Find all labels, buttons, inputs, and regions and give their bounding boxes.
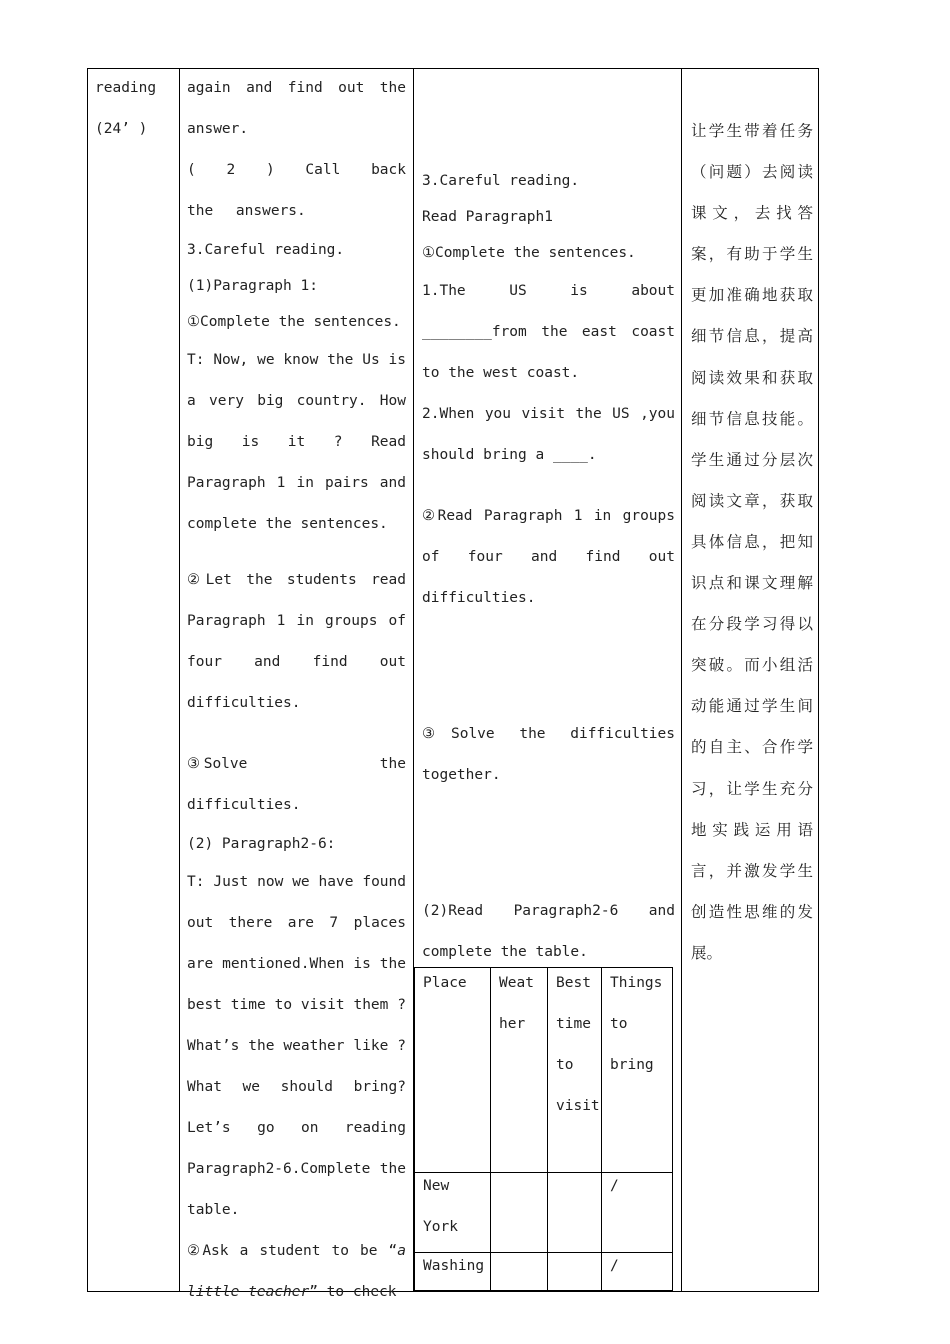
table-cell: New York [423,1178,458,1235]
activity-text: ③Solve the difficulties together. [422,726,675,783]
activity-text: ②Read Paragraph 1 in groups of four and find out difficulties. [422,508,675,606]
table-header: Things to bring [610,975,663,1073]
student-activity-column [422,68,675,973]
activity-text: 1.The US is about ________from the east coast to the west coast. [422,283,675,381]
activity-text: ③Solve the difficulties. [187,756,406,813]
table-cell: Washing [423,1258,485,1274]
activity-text: Read Paragraph1 [422,209,553,225]
table-cell: / [610,1178,619,1194]
table-cell: / [610,1258,619,1274]
column-divider [681,68,682,1292]
step-column [95,68,179,150]
activity-text: 3.Careful reading. [187,242,345,258]
design-intent-column [691,68,813,974]
weather-table [414,967,673,1291]
activity-text: T: Now, we know the Us is a very big country. How big is it ? Read Paragraph 1 in pairs and complete the sentences. [187,352,406,532]
activity-text: T: Just now we have found out there are 7 places are mentioned.When is the best time to visit them ? What’s the weather like ?What we should bring? Let’s go on reading Paragraph2-6.Complete the table. [187,874,406,1218]
activity-text: ②Ask a student to be “a little teacher” to check [187,1243,406,1300]
step-duration: (24’ ) [95,121,148,137]
table-header: Best time to visit [556,975,600,1114]
activity-text: (1)Paragraph 1: [187,278,318,294]
design-intent-text: 让学生带着任务（问题）去阅读课文，去找答案，有助于学生更加准确地获取细节信息，提高阅读效果和获取细节信息技能。学生通过分层次阅读文章，获取具体信息，把知识点和课文理解在分段学习得以突破。而小组活动能通过学生间的自主、合作学习，让学生充分地实践运用语言，并激发学生创造性思维的发展。 [691,122,813,962]
table-header: Place [423,975,467,991]
activity-text: (2)Read Paragraph2-6 and complete the table. [422,903,675,960]
table-header: Weat her [499,975,534,1032]
activity-text: ①Complete the sentences. [422,245,636,261]
activity-text: 2.When you visit the US ,you should bring a ____. [422,406,675,463]
step-name: reading [95,80,157,96]
activity-text: (2) Paragraph2-6: [187,836,336,852]
activity-text: again and find out the answer. [187,80,406,137]
teacher-activity-column [187,68,406,1313]
column-divider [179,68,180,1292]
activity-text: 3.Careful reading. [422,173,580,189]
activity-text: ①Complete the sentences. [187,314,401,330]
activity-text: ( 2 ) Call back the answers. [187,162,406,219]
activity-text: ②Let the students read Paragraph 1 in groups of four and find out difficulties. [187,572,406,711]
